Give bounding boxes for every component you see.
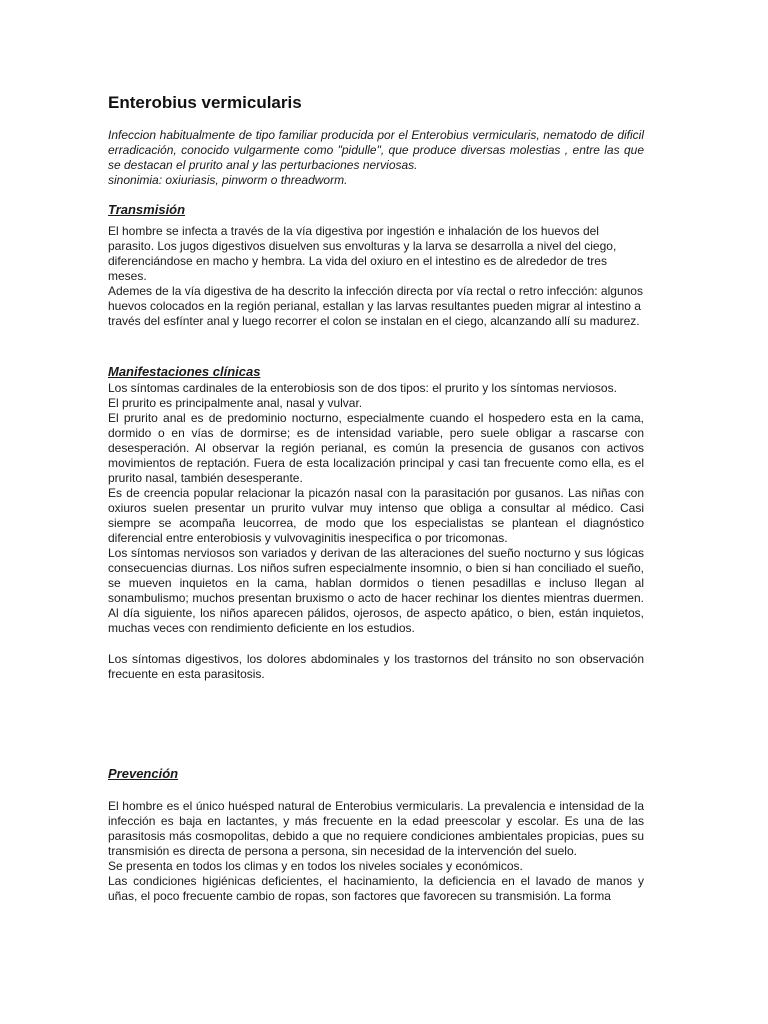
prevencion-paragraph: Las condiciones higiénicas deficientes, el hacinamiento, la deficiencia en el lavado de manos y uñas, el poco frecuente cambio de ropas, son factores que favorecen su transmisión. La forma xyxy=(108,874,644,903)
intro-synonyms: sinonimia: oxiuriasis, pinworm o threadworm. xyxy=(108,173,348,187)
transmision-paragraph: El hombre se infecta a través de la vía digestiva por ingestión e inhalación de los huevos del parasito. Los jugos digestivos disuelven sus envolturas y la larva se desarrolla a nivel del ciego, diferenciándose en macho y hembra. La vida del oxiuro en el intestino es de alrededor de tres meses. xyxy=(108,224,617,283)
intro-section xyxy=(108,128,644,188)
manifestaciones-section xyxy=(108,381,644,636)
manifestaciones-paragraph: Los síntomas cardinales de la enterobiosis son de dos tipos: el prurito y los síntomas nerviosos. xyxy=(108,381,617,395)
heading-manifestaciones: Manifestaciones clínicas xyxy=(108,364,261,379)
heading-prevencion: Prevención xyxy=(108,766,179,781)
document-title: Enterobius vermicularis xyxy=(108,93,302,112)
prevencion-section xyxy=(108,799,644,904)
manifestaciones-paragraph: El prurito anal es de predominio nocturno, especialmente cuando el hospedero esta en la cama, dormido o en vías de dormirse; es de intensidad variable, pero suele obligar a rascarse con desesperación. Al observar la región perianal, es común la presencia de gusanos con activos movimientos de reptación. Fuera de esta localización principal y casi tan frecuente como ella, es el prurito nasal, también desesperante. xyxy=(108,411,644,485)
digestivos-paragraph: Los síntomas digestivos, los dolores abdominales y los trastornos del tránsito no son observación frecuente en esta parasitosis. xyxy=(108,652,644,681)
prevencion-paragraph: El hombre es el único huésped natural de Enterobius vermicularis. La prevalencia e intensidad de la infección es baja en lactantes, y más frecuente en la edad preescolar y escolar. Es una de las parasitosis más cosmopolitas, debido a que no requiere condiciones ambientales propicias, pues su transmisión es directa de persona a persona, sin necesidad de la intervención del suelo. xyxy=(108,799,644,858)
digestivos-section xyxy=(108,652,644,682)
transmision-section xyxy=(108,224,644,329)
manifestaciones-paragraph: Los síntomas nerviosos son variados y derivan de las alteraciones del sueño nocturno y sus lógicas consecuencias diurnas. Los niños sufren especialmente insomnio, o bien si han conciliado el sueño, se mueven inquietos en la cama, hablan dormidos o tienen pesadillas e incluso llegan al sonambulismo; muchos presentan bruxismo o acto de hacer rechinar los dientes mientras duermen. Al día siguiente, los niños aparecen pálidos, ojerosos, de aspecto apático, o bien, están inquietos, muchas veces con rendimiento deficiente en los estudios. xyxy=(108,546,644,635)
heading-transmision: Transmisión xyxy=(108,202,186,217)
intro-paragraph: Infeccion habitualmente de tipo familiar producida por el Enterobius vermicularis, nematodo de dificil erradicación, conocido vulgarmente como "pidulle", que produce diversas molestias , entre las que se destacan el prurito anal y las perturbaciones nerviosas. xyxy=(108,128,644,172)
manifestaciones-paragraph: El prurito es principalmente anal, nasal y vulvar. xyxy=(108,396,363,410)
transmision-paragraph: Ademes de la vía digestiva de ha descrito la infección directa por vía rectal o retro infección: algunos huevos colocados en la región perianal, estallan y las larvas resultantes pueden migrar al intestino a través del esfínter anal y luego recorrer el colon se instalan en el ciego, alcanzando allí su madurez. xyxy=(108,284,643,328)
prevencion-paragraph: Se presenta en todos los climas y en todos los niveles sociales y económicos. xyxy=(108,859,523,873)
manifestaciones-paragraph: Es de creencia popular relacionar la picazón nasal con la parasitación por gusanos. Las niñas con oxiuros suelen presentar un prurito vulvar muy intenso que obliga a consultar al médico. Casi siempre se acompaña leucorrea, de modo que los especialistas se plantean el diagnóstico diferencial entre enterobiosis y vulvovaginitis inespecifica o por tricomonas. xyxy=(108,486,644,545)
